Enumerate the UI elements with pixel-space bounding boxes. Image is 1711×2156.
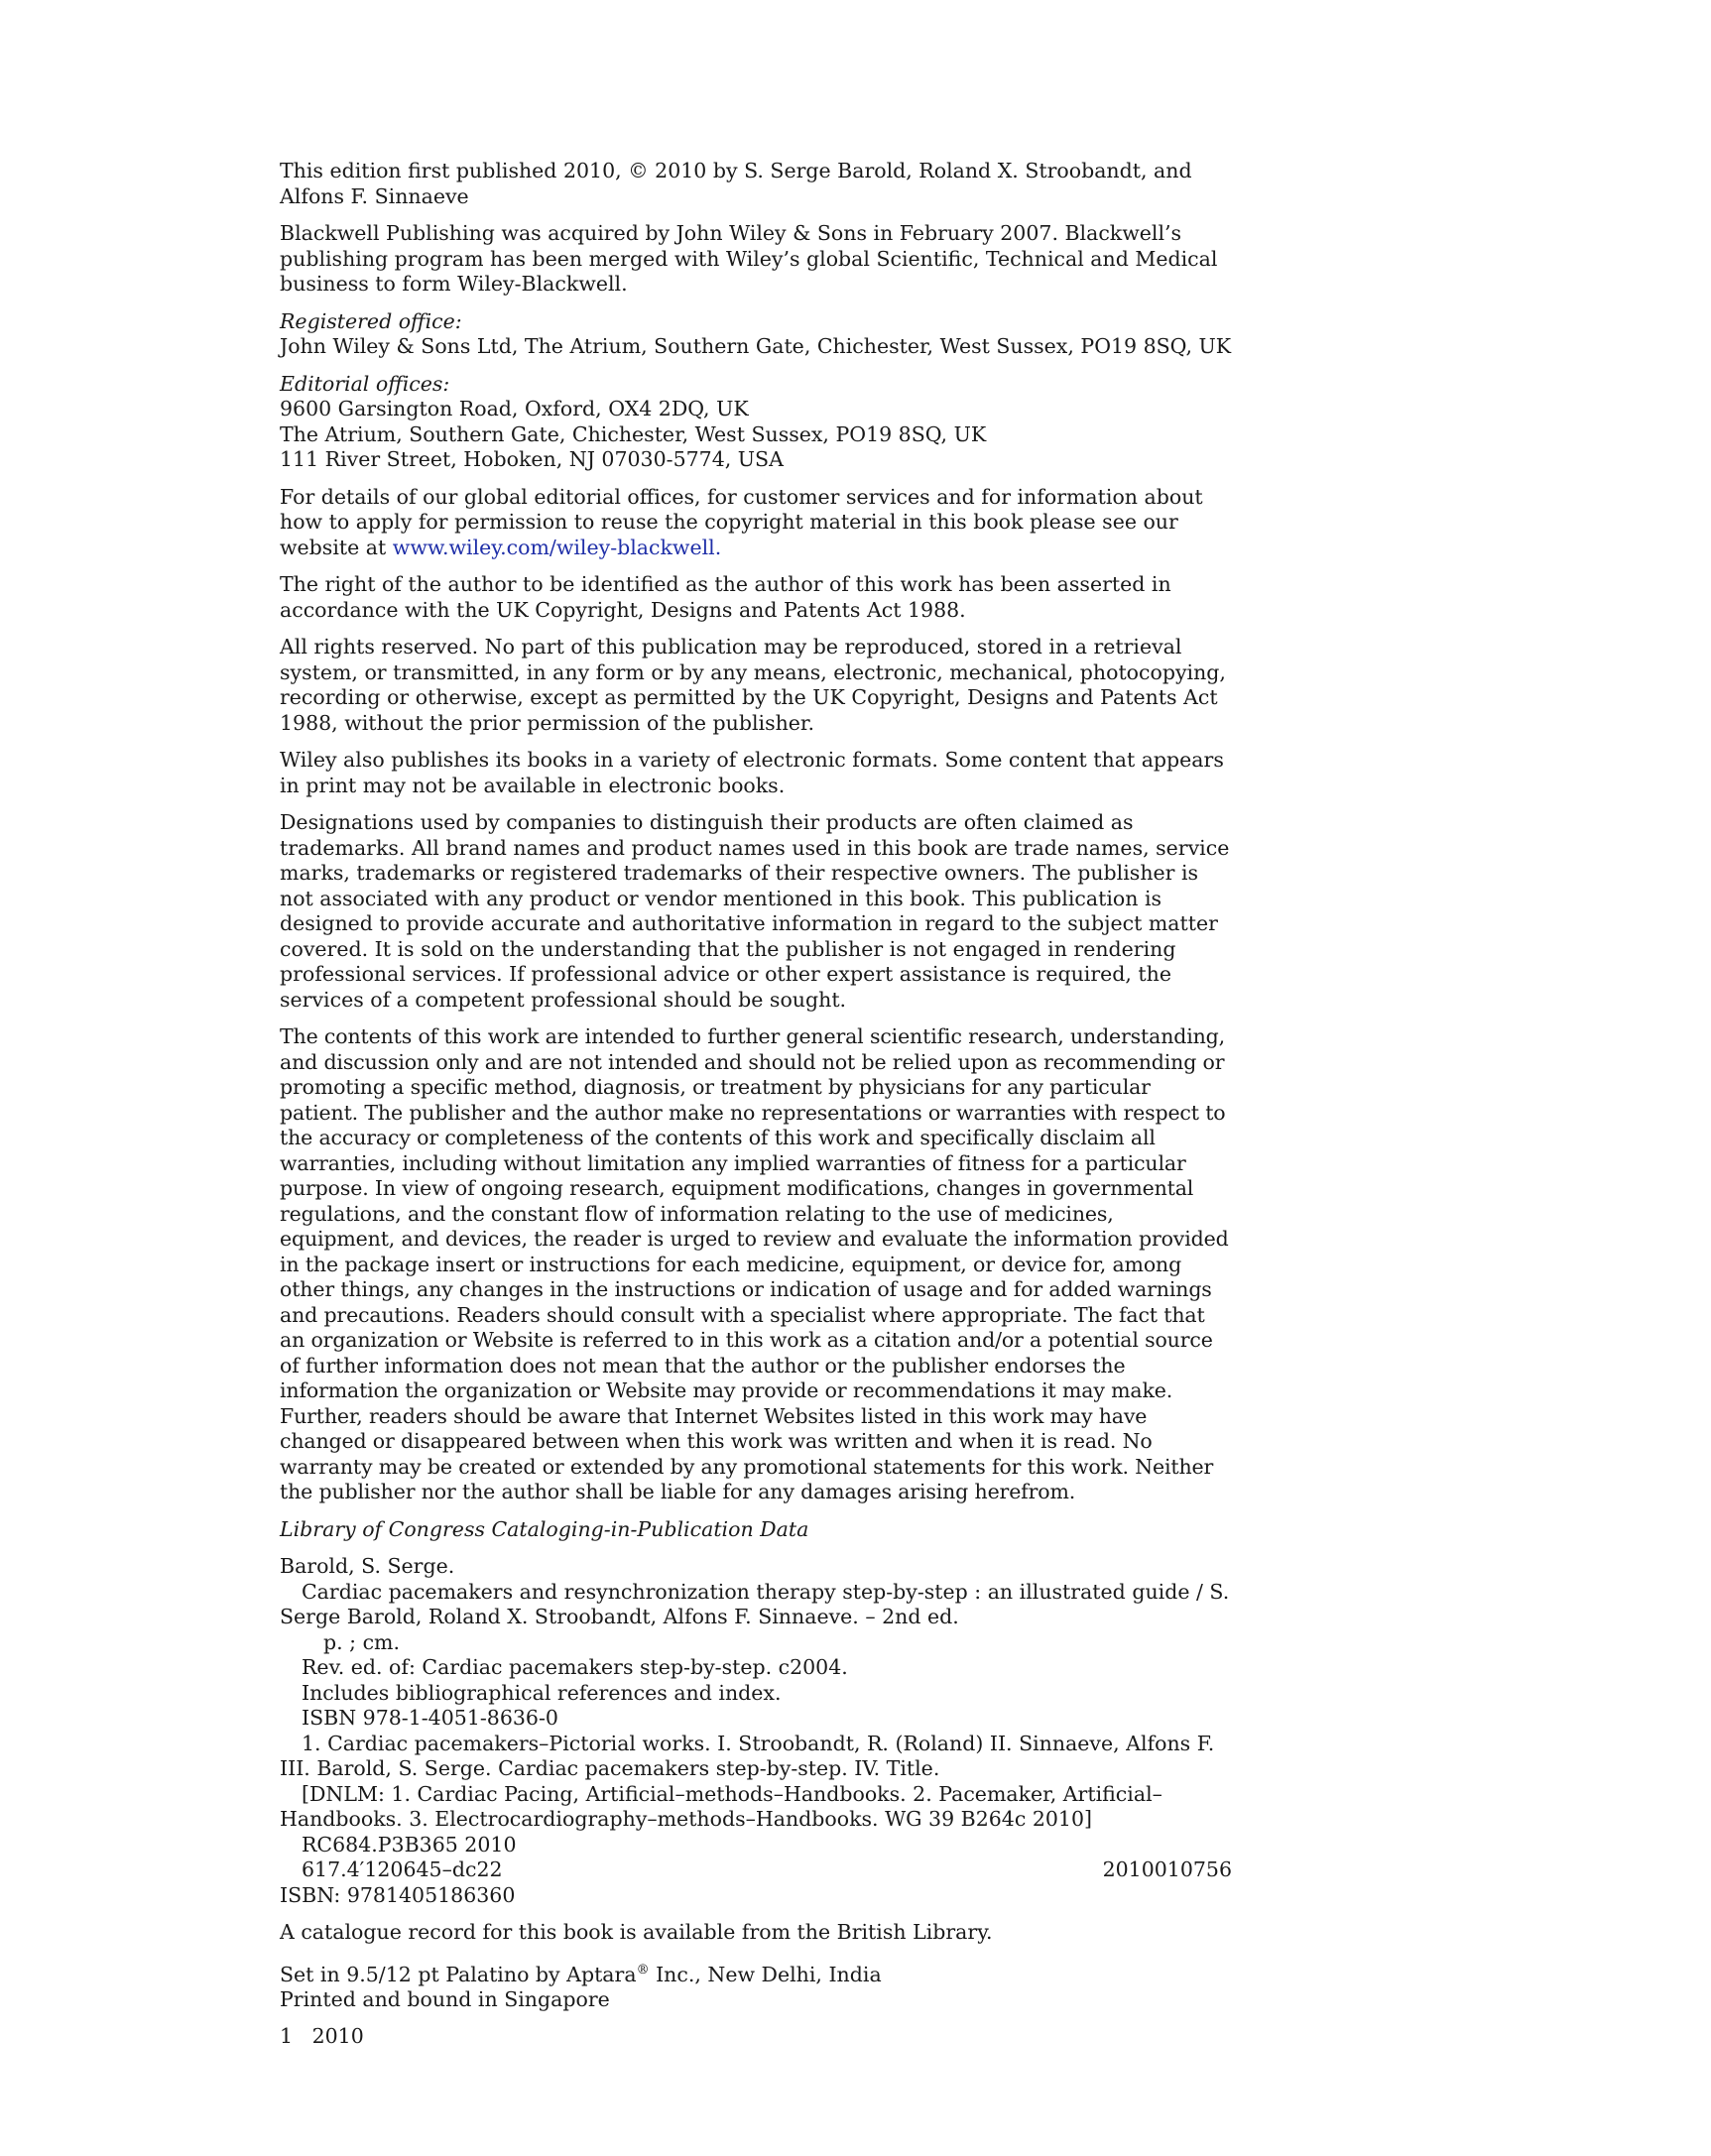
website-link[interactable]: www.wiley.com/wiley-blackwell. — [392, 535, 722, 559]
electronic-formats-paragraph: Wiley also publishes its books in a variety of electronic formats. Some content that appears in print may not be available in electronic books. — [280, 748, 1224, 797]
copyright-page — [280, 159, 1232, 2062]
editorial-office-address: The Atrium, Southern Gate, Chichester, West Sussex, PO19 8SQ, UK — [280, 421, 987, 446]
cip-dnlm — [280, 1782, 1232, 1833]
registered-mark: ® — [636, 1962, 650, 1977]
cip-isbn: ISBN 978-1-4051-8636-0 — [302, 1706, 558, 1730]
set-in-prefix: Set in 9.5/12 pt Palatino by Aptara — [280, 1962, 637, 1986]
cip-heading: Library of Congress Cataloging-in-Publication Data — [280, 1516, 809, 1541]
registered-office — [280, 309, 1232, 360]
blackwell-paragraph: Blackwell Publishing was acquired by John Wiley & Sons in February 2007. Blackwell’s publishing program has been merged with Wiley’s global Scientific, Technical and Medical business to form Wiley-Blackwell. — [280, 221, 1218, 296]
details-paragraph — [280, 485, 1232, 561]
cip-lccn: 2010010756 — [1102, 1857, 1232, 1881]
cip-author: Barold, S. Serge. — [280, 1554, 455, 1578]
set-in-line — [280, 1958, 1232, 1987]
typesetting-info — [280, 1958, 1232, 2013]
cip-physical: p. ; cm. — [323, 1629, 401, 1654]
set-in-suffix: Inc., New Delhi, India — [649, 1962, 882, 1986]
cip-rev-ed: Rev. ed. of: Cardiac pacemakers step-by-step. c2004. — [302, 1655, 848, 1679]
registered-office-address: John Wiley & Sons Ltd, The Atrium, Southern Gate, Chichester, West Sussex, PO19 8SQ, UK — [280, 334, 1232, 358]
details-text: For details of our global editorial offices, for customer services and for information about how to apply for permission to reuse the copyright material in this book please see our website at — [280, 484, 1203, 559]
editorial-offices — [280, 372, 1232, 473]
registered-office-label: Registered office: — [280, 308, 462, 333]
printed-line: Printed and bound in Singapore — [280, 1986, 610, 2011]
impression-line: 1 2010 — [280, 2024, 364, 2049]
editorial-office-address: 111 River Street, Hoboken, NJ 07030-5774, USA — [280, 447, 784, 471]
catalogue-record: A catalogue record for this book is available from the British Library. — [280, 1920, 993, 1944]
cip-record — [280, 1554, 1232, 1883]
cip-subjects — [280, 1732, 1232, 1782]
editorial-offices-label: Editorial offices: — [280, 371, 450, 396]
cip-classification-row — [280, 1857, 1232, 1883]
rights-reserved-paragraph: All rights reserved. No part of this publication may be reproduced, stored in a retrieval system, or transmitted, in any form or by any means, electronic, mechanical, photocopying, recording or otherwise, except as permitted by the UK Copyright, Designs and Patents Act 1988, without the prior permission of the publisher. — [280, 635, 1226, 735]
disclaimer-paragraph: The contents of this work are intended to further general scientific research, understanding, and discussion only and are not intended and should not be relied upon as recommending or promoting a specific method, diagnosis, or treatment by physicians for any particular patient. The publisher and the author make no representations or warranties with respect to the accuracy or completeness of the contents of this work and specifically disclaim all warranties, including without limitation any implied warranties of fitness for a particular purpose. In view of ongoing research, equipment modifications, changes in governmental regulations, and the constant flow of information relating to the use of medicines, equipment, and devices, the reader is urged to review and evaluate the information provided in the package insert or instructions for each medicine, equipment, or device for, among other things, any changes in the instructions or indication of usage and for added warnings and precautions. Readers should consult with a specialist where appropriate. The fact that an organization or Website is referred to in this work as a citation and/or a potential source of further information does not mean that the author or the publisher endorses the information the organization or Website may provide or recommendations it may make. Further, readers should be aware that Internet Websites listed in this work may have changed or disappeared between when this work was written and when it is read. No warranty may be created or extended by any promotional statements for this work. Neither the publisher nor the author shall be liable for any damages arising herefrom. — [280, 1024, 1229, 1503]
trademarks-paragraph: Designations used by companies to distinguish their products are often claimed as trademarks. All brand names and product names used in this book are trade names, service marks, trademarks or registered trademarks of their respective owners. The publisher is not associated with any product or vendor mentioned in this book. This publication is designed to provide accurate and authoritative information in regard to the subject matter covered. It is sold on the understanding that the publisher is not engaged in rendering professional services. If professional advice or other expert assistance is required, the services of a competent professional should be sought. — [280, 810, 1230, 1012]
cip-title-statement — [280, 1580, 1232, 1630]
cip-title-text: Cardiac pacemakers and resynchronization therapy step-by-step : an illustrated guide / S. Serge Barold, Roland X. Stroobandt, Alfons F. Sinnaeve. – 2nd ed. — [280, 1579, 1230, 1628]
editorial-office-address: 9600 Garsington Road, Oxford, OX4 2DQ, UK — [280, 397, 749, 420]
cip-subjects-text: 1. Cardiac pacemakers–Pictorial works. I. Stroobandt, R. (Roland) II. Sinnaeve, Alfons F. III. Barold, S. Serge. Cardiac pacemakers step-by-step. IV. Title. — [280, 1731, 1215, 1780]
cip-call-number: RC684.P3B365 2010 — [302, 1832, 517, 1857]
cip-dewey: 617.4′120645–dc22 — [302, 1857, 503, 1881]
isbn: ISBN: 9781405186360 — [280, 1882, 516, 1907]
cip-includes: Includes bibliographical references and index. — [302, 1680, 782, 1705]
moral-right-paragraph: The right of the author to be identified as the author of this work has been asserted in accordance with the UK Copyright, Designs and Patents Act 1988. — [280, 572, 1171, 622]
cip-dnlm-text: [DNLM: 1. Cardiac Pacing, Artificial–methods–Handbooks. 2. Pacemaker, Artificial–Handbooks. 3. Electrocardiography–methods–Handbooks. WG 39 B264c 2010] — [280, 1781, 1162, 1831]
edition-statement: This edition first published 2010, © 2010 by S. Serge Barold, Roland X. Stroobandt, and Alfons F. Sinnaeve — [280, 159, 1192, 208]
